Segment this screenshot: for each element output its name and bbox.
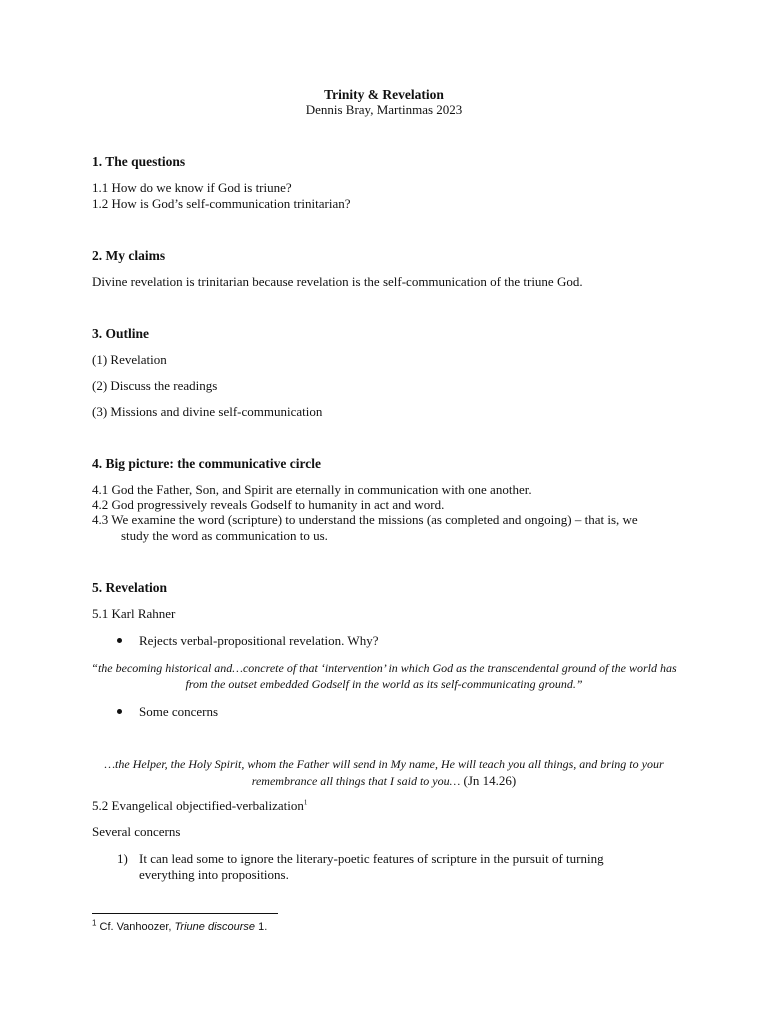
scripture-reference: (Jn 14.26) bbox=[460, 773, 517, 788]
section-heading-outline: 3. Outline bbox=[92, 326, 150, 341]
scripture-quote-text: remembrance all things that I said to you… bbox=[251, 774, 461, 788]
numbered-marker: 1) bbox=[117, 851, 128, 866]
footnote-mark: 1 bbox=[92, 918, 97, 928]
rahner-quote-line: “the becoming historical and…concrete of that ‘intervention’ in which God as the transcendental ground of the world has bbox=[91, 661, 677, 675]
scripture-quote-line: …the Helper, the Holy Spirit, whom the Father will send in My name, He will teach you all things, and bring to your bbox=[104, 757, 664, 771]
numbered-item-line: everything into propositions. bbox=[139, 867, 289, 882]
subheading-rahner: 5.1 Karl Rahner bbox=[92, 606, 176, 621]
numbered-item-line: It can lead some to ignore the literary-poetic features of scripture in the pursuit of turning bbox=[139, 851, 604, 866]
section-heading-claims: 2. My claims bbox=[92, 248, 166, 263]
big-picture-item: 4.3 We examine the word (scripture) to understand the missions (as completed and ongoing) – that is, we bbox=[92, 512, 638, 527]
bullet-icon bbox=[117, 709, 122, 714]
bullet-icon bbox=[117, 638, 122, 643]
big-picture-item: 4.1 God the Father, Son, and Spirit are eternally in communication with one another. bbox=[92, 482, 532, 497]
document-subtitle: Dennis Bray, Martinmas 2023 bbox=[305, 102, 463, 117]
footnote-reference[interactable]: 1 bbox=[303, 798, 308, 807]
concerns-label: Several concerns bbox=[92, 824, 181, 839]
section-heading-big-picture: 4. Big picture: the communicative circle bbox=[92, 456, 321, 471]
scripture-quote-line-2 bbox=[0, 773, 768, 789]
document-title: Trinity & Revelation bbox=[324, 87, 444, 102]
section-heading-questions: 1. The questions bbox=[92, 154, 186, 169]
section-heading-revelation: 5. Revelation bbox=[92, 580, 167, 595]
footnote-text: Cf. Vanhoozer, bbox=[96, 921, 175, 933]
claims-text: Divine revelation is trinitarian because revelation is the self-communication of the triune God. bbox=[92, 274, 583, 289]
outline-item: (2) Discuss the readings bbox=[92, 378, 218, 393]
footnote-separator bbox=[92, 913, 278, 914]
footnote bbox=[92, 918, 268, 933]
question-item: 1.1 How do we know if God is triune? bbox=[92, 180, 292, 195]
footnote-title: Triune discourse bbox=[174, 921, 256, 933]
bullet-item: Rejects verbal-propositional revelation. Why? bbox=[139, 633, 379, 648]
subheading-evangelical-text: 5.2 Evangelical objectified-verbalization bbox=[92, 798, 304, 813]
big-picture-item-continuation: study the word as communication to us. bbox=[121, 528, 328, 543]
outline-item: (1) Revelation bbox=[92, 352, 167, 367]
rahner-quote-line: from the outset embedded Godself in the world as its self-communicating ground.” bbox=[185, 677, 583, 691]
outline-item: (3) Missions and divine self-communication bbox=[92, 404, 323, 419]
question-item: 1.2 How is God’s self-communication trinitarian? bbox=[92, 196, 351, 211]
bullet-item: Some concerns bbox=[139, 704, 219, 719]
subheading-evangelical bbox=[92, 798, 307, 814]
footnote-page: 1. bbox=[255, 921, 268, 933]
big-picture-item: 4.2 God progressively reveals Godself to humanity in act and word. bbox=[92, 497, 445, 512]
